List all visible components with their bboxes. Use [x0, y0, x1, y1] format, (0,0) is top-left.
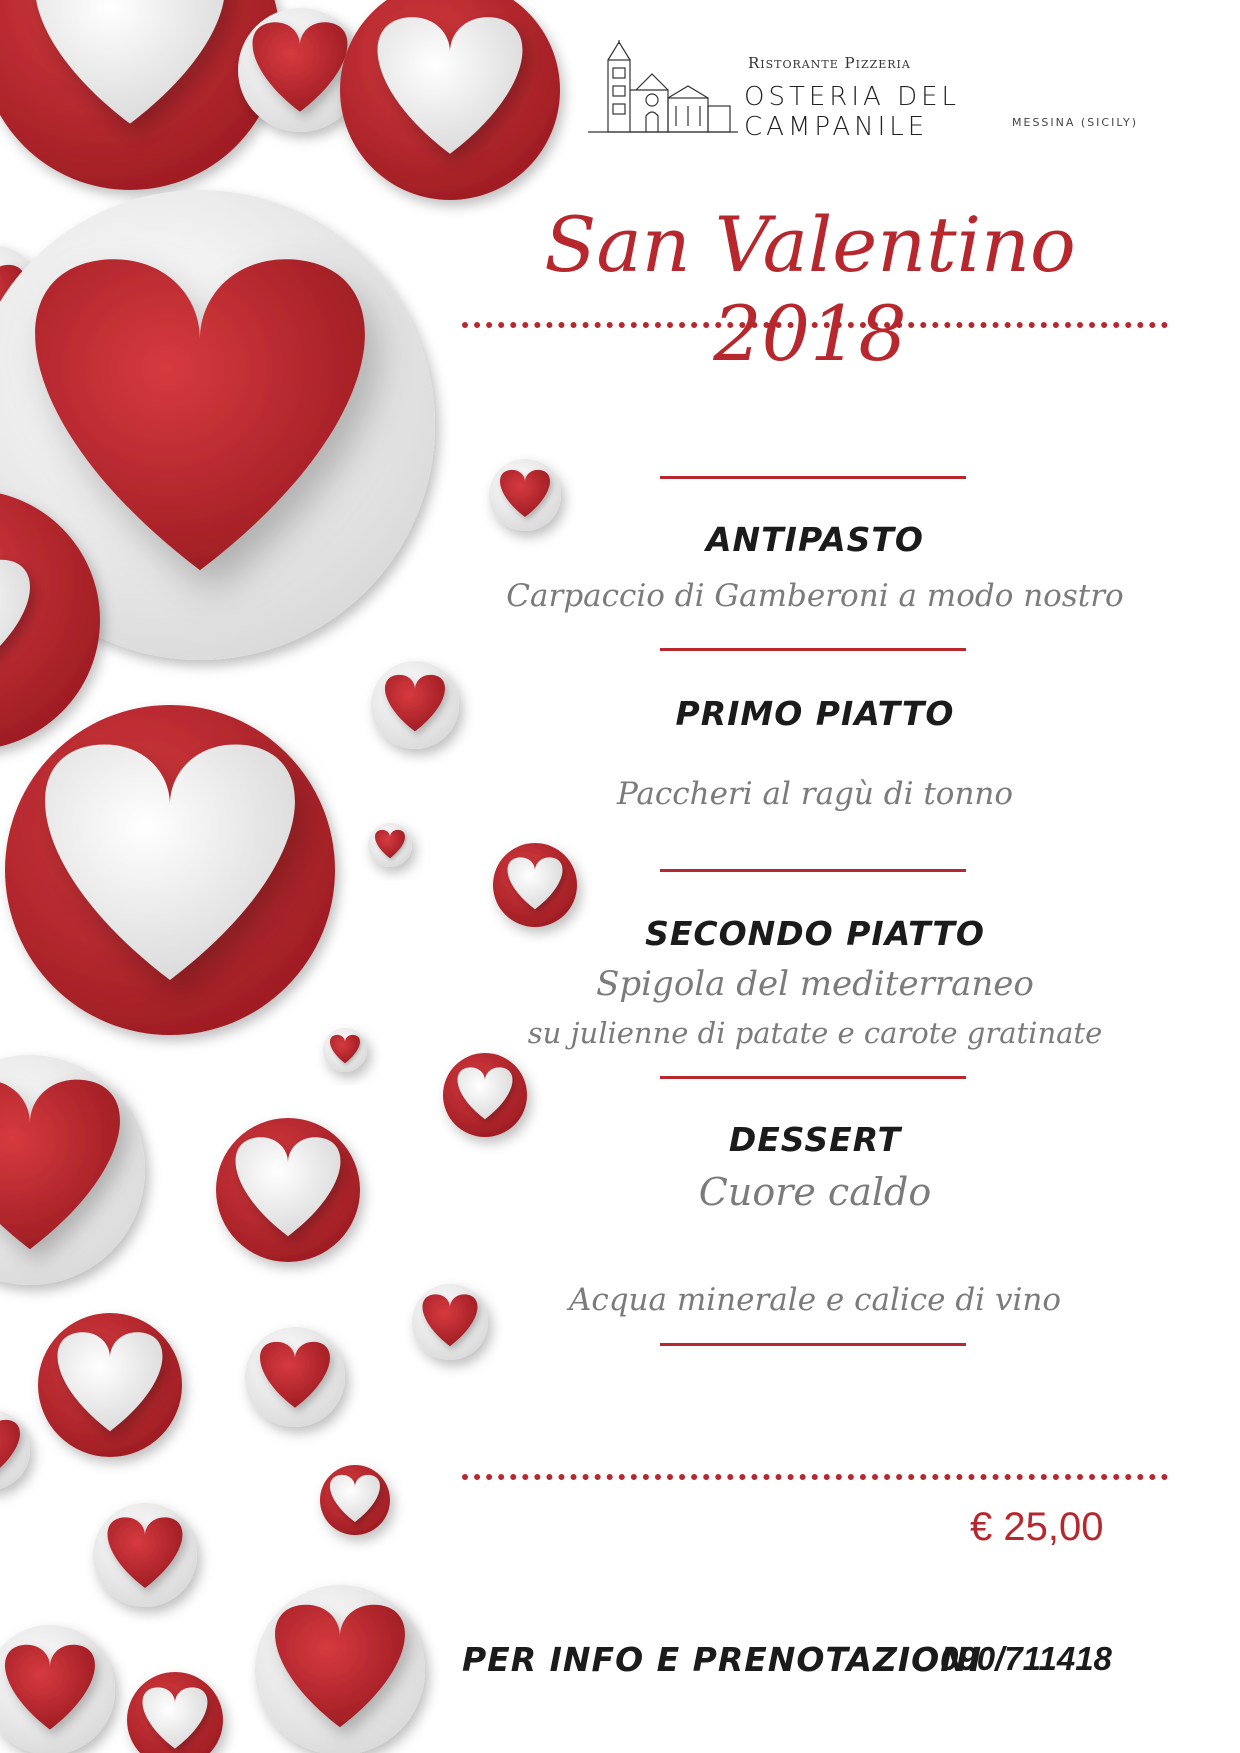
course-rule	[660, 1343, 966, 1346]
info-label: PER INFO E PRENOTAZIONI	[462, 1640, 983, 1679]
course-rule	[660, 869, 966, 872]
restaurant-logo	[588, 40, 1148, 145]
drinks-line: Acqua minerale e calice di vino	[568, 1282, 1062, 1318]
course-heading-antipasto: ANTIPASTO	[706, 520, 924, 559]
course-rule	[660, 648, 966, 651]
dotted-divider-top	[462, 322, 1168, 334]
menu-title: San Valentino 2018	[544, 200, 1076, 378]
restaurant-name: OSTERIA DEL CAMPANILE	[744, 82, 960, 142]
course-rule	[660, 476, 966, 479]
dish-antipasto: Carpaccio di Gamberoni a modo nostro	[506, 578, 1124, 614]
phone-number: 090/711418	[940, 1640, 1112, 1677]
course-heading-secondo: SECONDO PIATTO	[645, 914, 985, 953]
dish-dessert: Cuore caldo	[698, 1170, 932, 1214]
restaurant-location: MESSINA (SICILY)	[1012, 116, 1139, 129]
dish-secondo-detail: su julienne di patate e carote gratinate	[527, 1016, 1103, 1050]
course-rule	[660, 1076, 966, 1079]
church-bell-tower-icon	[588, 40, 738, 140]
dish-secondo: Spigola del mediterraneo	[596, 964, 1034, 1004]
course-heading-primo: PRIMO PIATTO	[675, 694, 955, 733]
dotted-divider-bottom	[462, 1474, 1168, 1486]
dish-primo: Paccheri al ragù di tonno	[616, 776, 1014, 812]
course-heading-dessert: DESSERT	[728, 1120, 902, 1159]
menu-price: € 25,00	[970, 1505, 1104, 1549]
restaurant-tagline: Ristorante Pizzeria	[748, 54, 911, 72]
